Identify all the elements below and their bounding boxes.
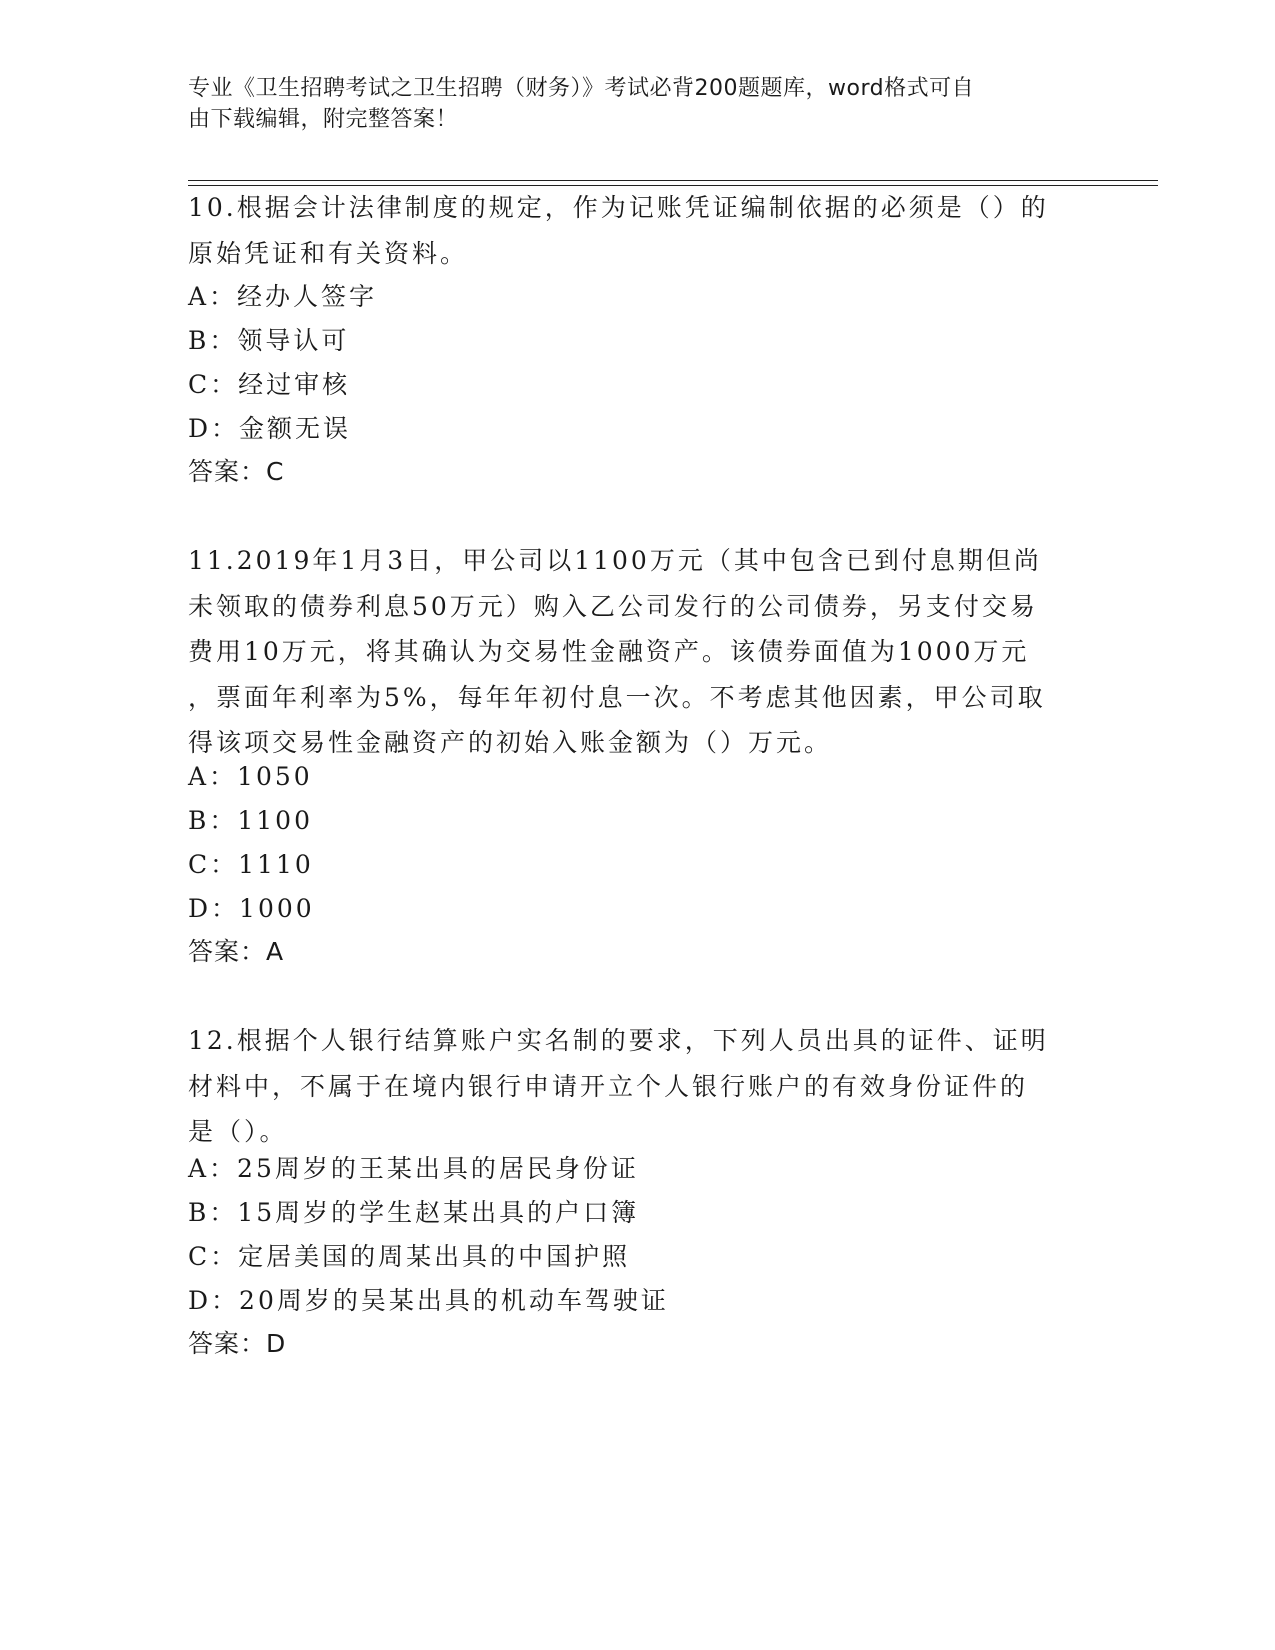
question-10-option-a: A：经办人签字 (188, 282, 378, 311)
question-11-answer: 答案：A (188, 937, 285, 966)
question-11-stem (188, 538, 1078, 766)
header-line-1: 专业《卫生招聘考试之卫生招聘（财务）》考试必背200题题库，word格式可自 (188, 76, 975, 101)
question-12-option-c: C：定居美国的周某出具的中国护照 (188, 1242, 631, 1271)
question-12-answer: 答案：D (188, 1329, 287, 1358)
question-10-option-d: D：金额无误 (188, 414, 352, 443)
question-stem-line: 11.2019年1月3日，甲公司以1100万元（其中包含已到付息期但尚 (188, 546, 1042, 575)
question-stem-line: 原始凭证和有关资料。 (188, 238, 469, 268)
header-divider-top (188, 180, 1158, 181)
question-stem-line: ，票面年利率为5%，每年年初付息一次。不考虑其他因素，甲公司取 (188, 682, 1046, 712)
question-12-stem (188, 1018, 1078, 1155)
question-10-answer: 答案：C (188, 457, 285, 486)
question-10-option-c: C：经过审核 (188, 370, 351, 399)
question-10-stem (188, 185, 1078, 276)
question-11-option-c: C：1110 (188, 850, 314, 879)
header-line-2: 由下载编辑，附完整答案！ (188, 107, 459, 132)
question-stem-line: 得该项交易性金融资产的初始入账金额为（）万元。 (188, 728, 833, 757)
question-11-option-d: D：1000 (188, 894, 315, 923)
question-11-option-a: A：1050 (188, 762, 313, 791)
question-stem-line: 是（）。 (188, 1117, 288, 1146)
document-header (188, 73, 1088, 135)
question-10-option-b: B：领导认可 (188, 326, 350, 355)
question-12-option-d: D：20周岁的吴某出具的机动车驾驶证 (188, 1286, 669, 1315)
question-stem-line: 10.根据会计法律制度的规定，作为记账凭证编制依据的必须是（）的 (188, 193, 1049, 222)
question-stem-line: 费用10万元，将其确认为交易性金融资产。该债券面值为1000万元 (188, 637, 1030, 666)
question-12-option-b: B：15周岁的学生赵某出具的户口簿 (188, 1198, 640, 1227)
question-11-option-b: B：1100 (188, 806, 313, 835)
question-12-option-a: A：25周岁的王某出具的居民身份证 (188, 1154, 639, 1183)
question-stem-line: 未领取的债券利息50万元）购入乙公司发行的公司债券，另支付交易 (188, 591, 1038, 621)
question-stem-line: 12.根据个人银行结算账户实名制的要求，下列人员出具的证件、证明 (188, 1026, 1049, 1055)
question-stem-line: 材料中，不属于在境内银行申请开立个人银行账户的有效身份证件的 (188, 1071, 1029, 1101)
